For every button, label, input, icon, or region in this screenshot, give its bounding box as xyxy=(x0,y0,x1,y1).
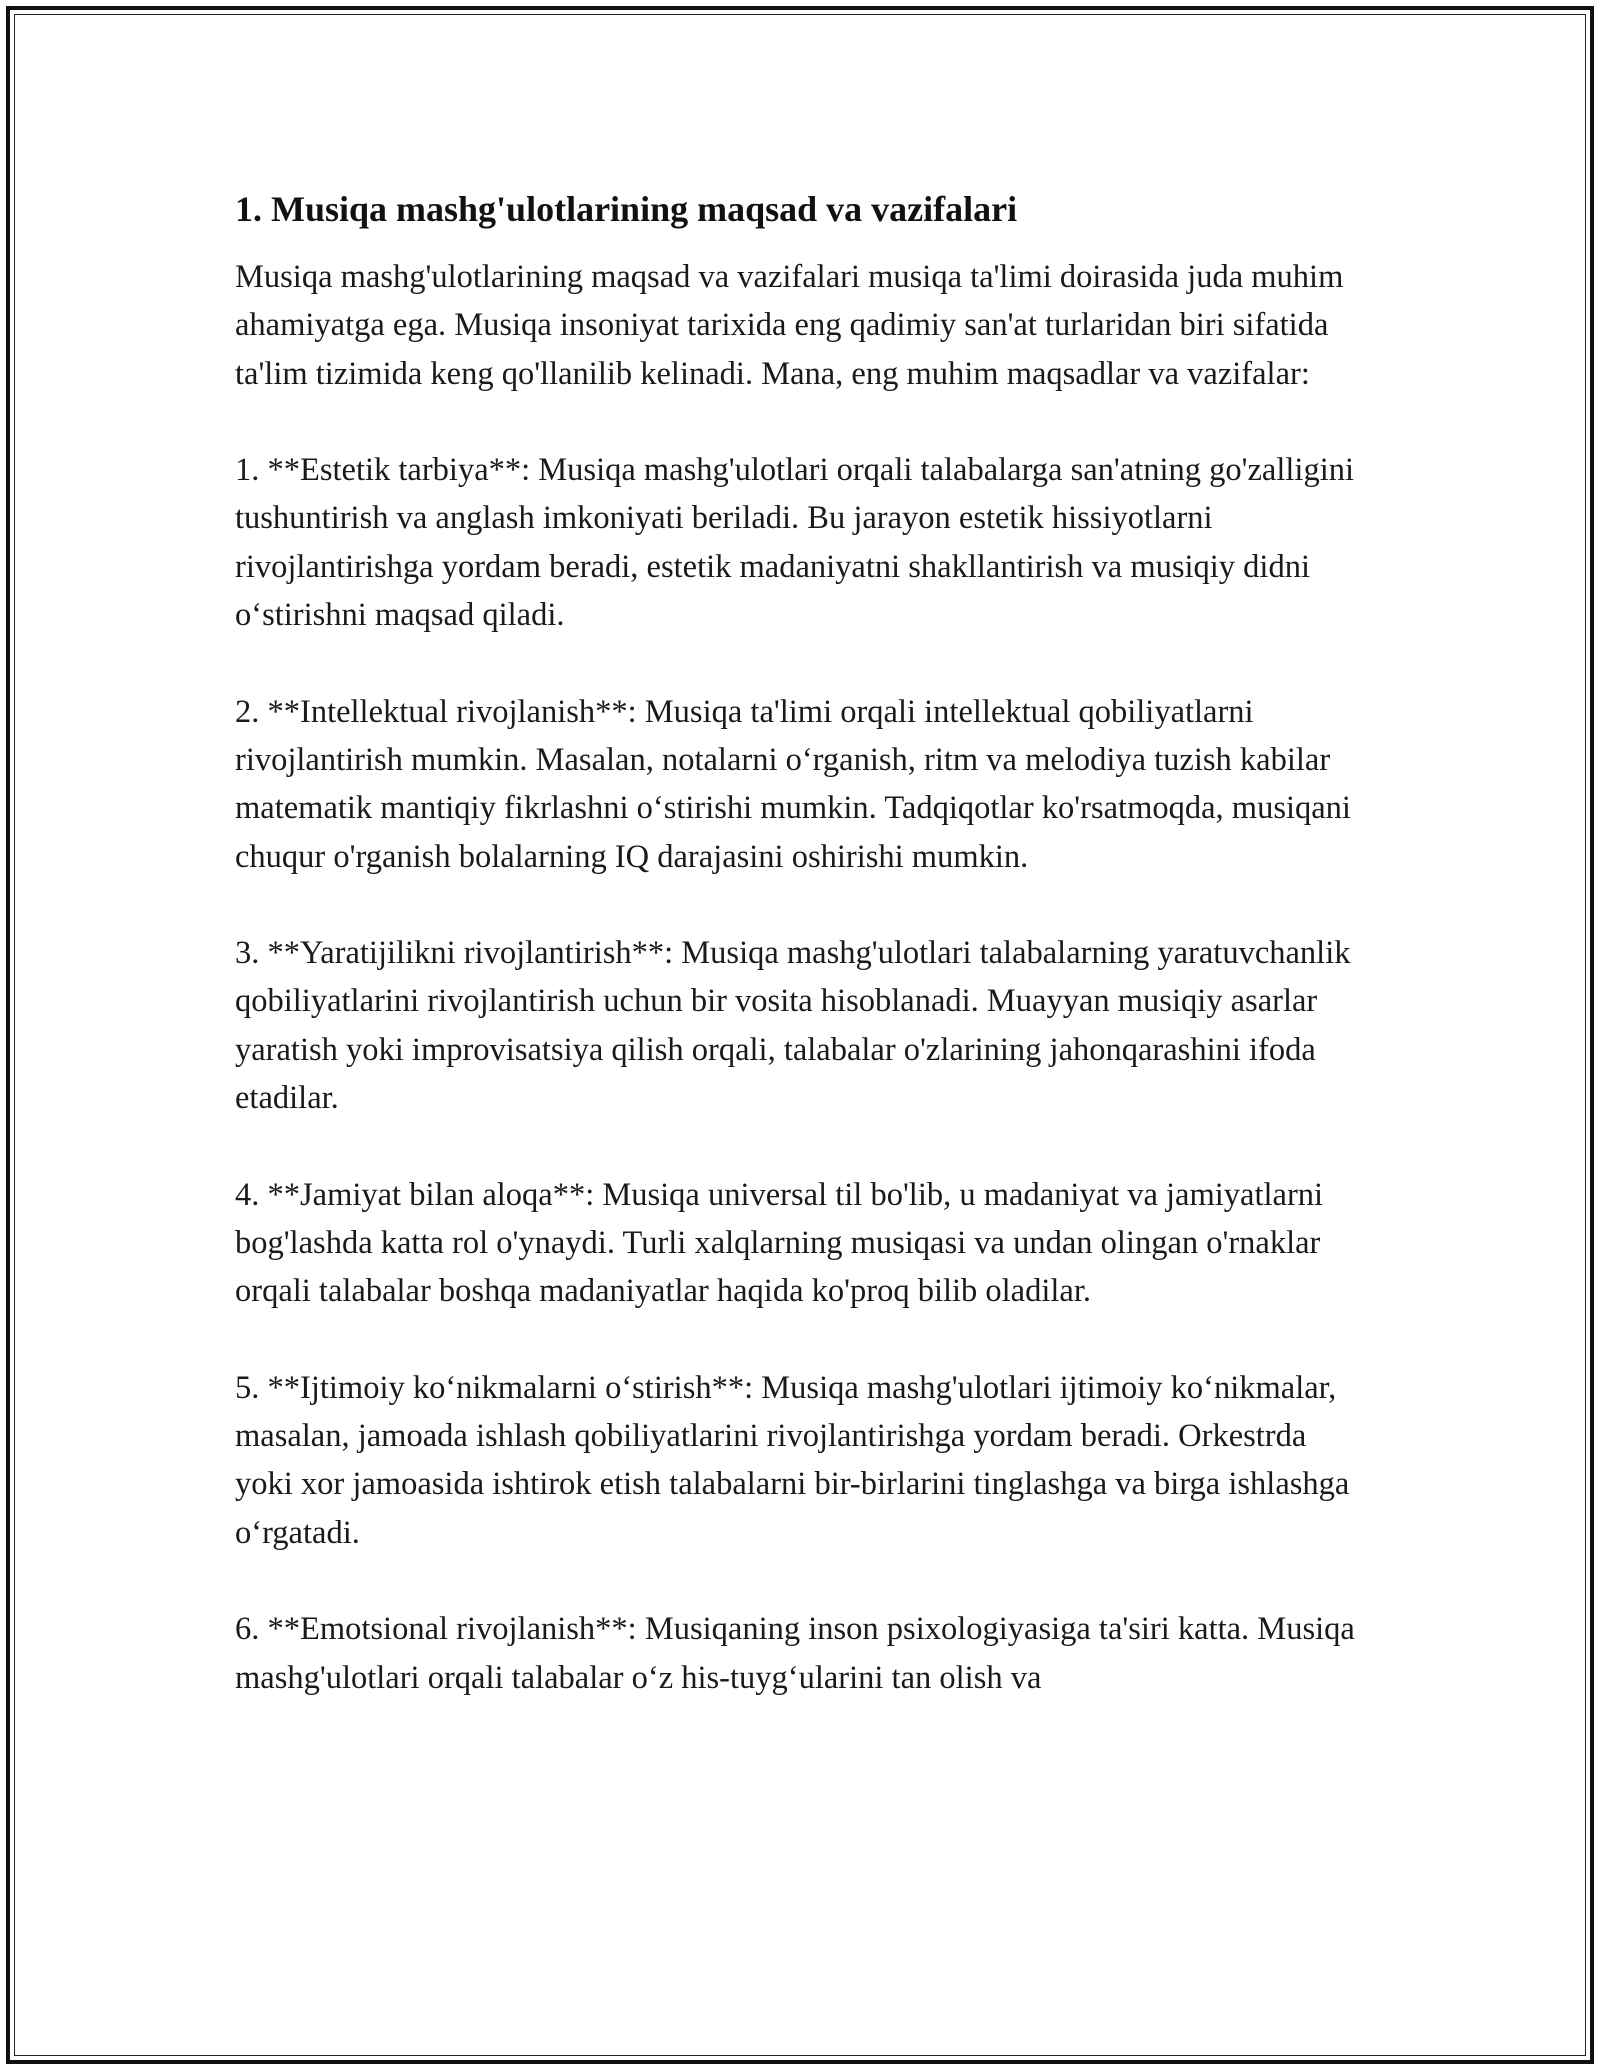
paragraph-intellectual-development: 2. **Intellektual rivojlanish**: Musiqa ta'limi orqali intellektual qobiliyatlarni rivojlantirish mumkin. Masalan, notalarni o‘rganish, ritm va melodiya tuzish kabilar matematik mantiqiy fikrlashni o‘stirishi mumkin. Tadqiqotlar ko'rsatmoqda, musiqani chuqur o'rganish bolalarning IQ darajasini oshirishi mumkin. xyxy=(235,693,1351,875)
document-title: 1. Musiqa mashg'ulotlarining maqsad va vazifalari xyxy=(235,189,1018,229)
intro-paragraph: Musiqa mashg'ulotlarining maqsad va vazifalari musiqa ta'limi doirasida juda muhim ahamiyatga ega. Musiqa insoniyat tarixida eng qadimiy san'at turlaridan biri sifatida ta'lim tizimida keng qo'llanilib kelinadi. Mana, eng muhim maqsadlar va vazifalar: xyxy=(235,259,1344,392)
paragraph-creativity-development: 3. **Yaratijilikni rivojlantirish**: Musiqa mashg'ulotlari talabalarning yaratuvchanlik qobiliyatlarini rivojlantirish uchun bir vosita hisoblanadi. Muayyan musiqiy asarlar yaratish yoki improvisatsiya qilish orqali, talabalar o'zlarining jahonqarashini ifoda etadilar. xyxy=(235,935,1351,1117)
paragraph-society-connection: 4. **Jamiyat bilan aloqa**: Musiqa universal til bo'lib, u madaniyat va jamiyatlarni bog'lashda katta rol o'ynaydi. Turli xalqlarning musiqasi va undan olingan o'rnaklar orqali talabalar boshqa madaniyatlar haqida ko'proq bilib oladilar. xyxy=(235,1176,1324,1310)
document-body xyxy=(235,185,1370,1750)
paragraph-emotional-development: 6. **Emotsional rivojlanish**: Musiqaning inson psixologiyasiga ta'siri katta. Musiqa mashg'ulotlari orqali talabalar o‘z his-tuyg‘ularini tan olish va xyxy=(235,1611,1355,1696)
paragraph-aesthetic-education: 1. **Estetik tarbiya**: Musiqa mashg'ulotlari orqali talabalarga san'atning go'zalligini tushuntirish va anglash imkoniyati beriladi. Bu jarayon estetik hissiyotlarni rivojlantirishga yordam beradi, estetik madaniyatni shakllantirish va musiqiy didni o‘stirishni maqsad qiladi. xyxy=(235,452,1354,634)
paragraph-social-skills: 5. **Ijtimoiy ko‘nikmalarni o‘stirish**: Musiqa mashg'ulotlari ijtimoiy ko‘nikmalar, masalan, jamoada ishlash qobiliyatlarini rivojlantirishga yordam beradi. Orkestrda yoki xor jamoasida ishtirok etish talabalarni bir-birlarini tinglashga va birga ishlashga o‘rgatadi. xyxy=(235,1369,1350,1551)
